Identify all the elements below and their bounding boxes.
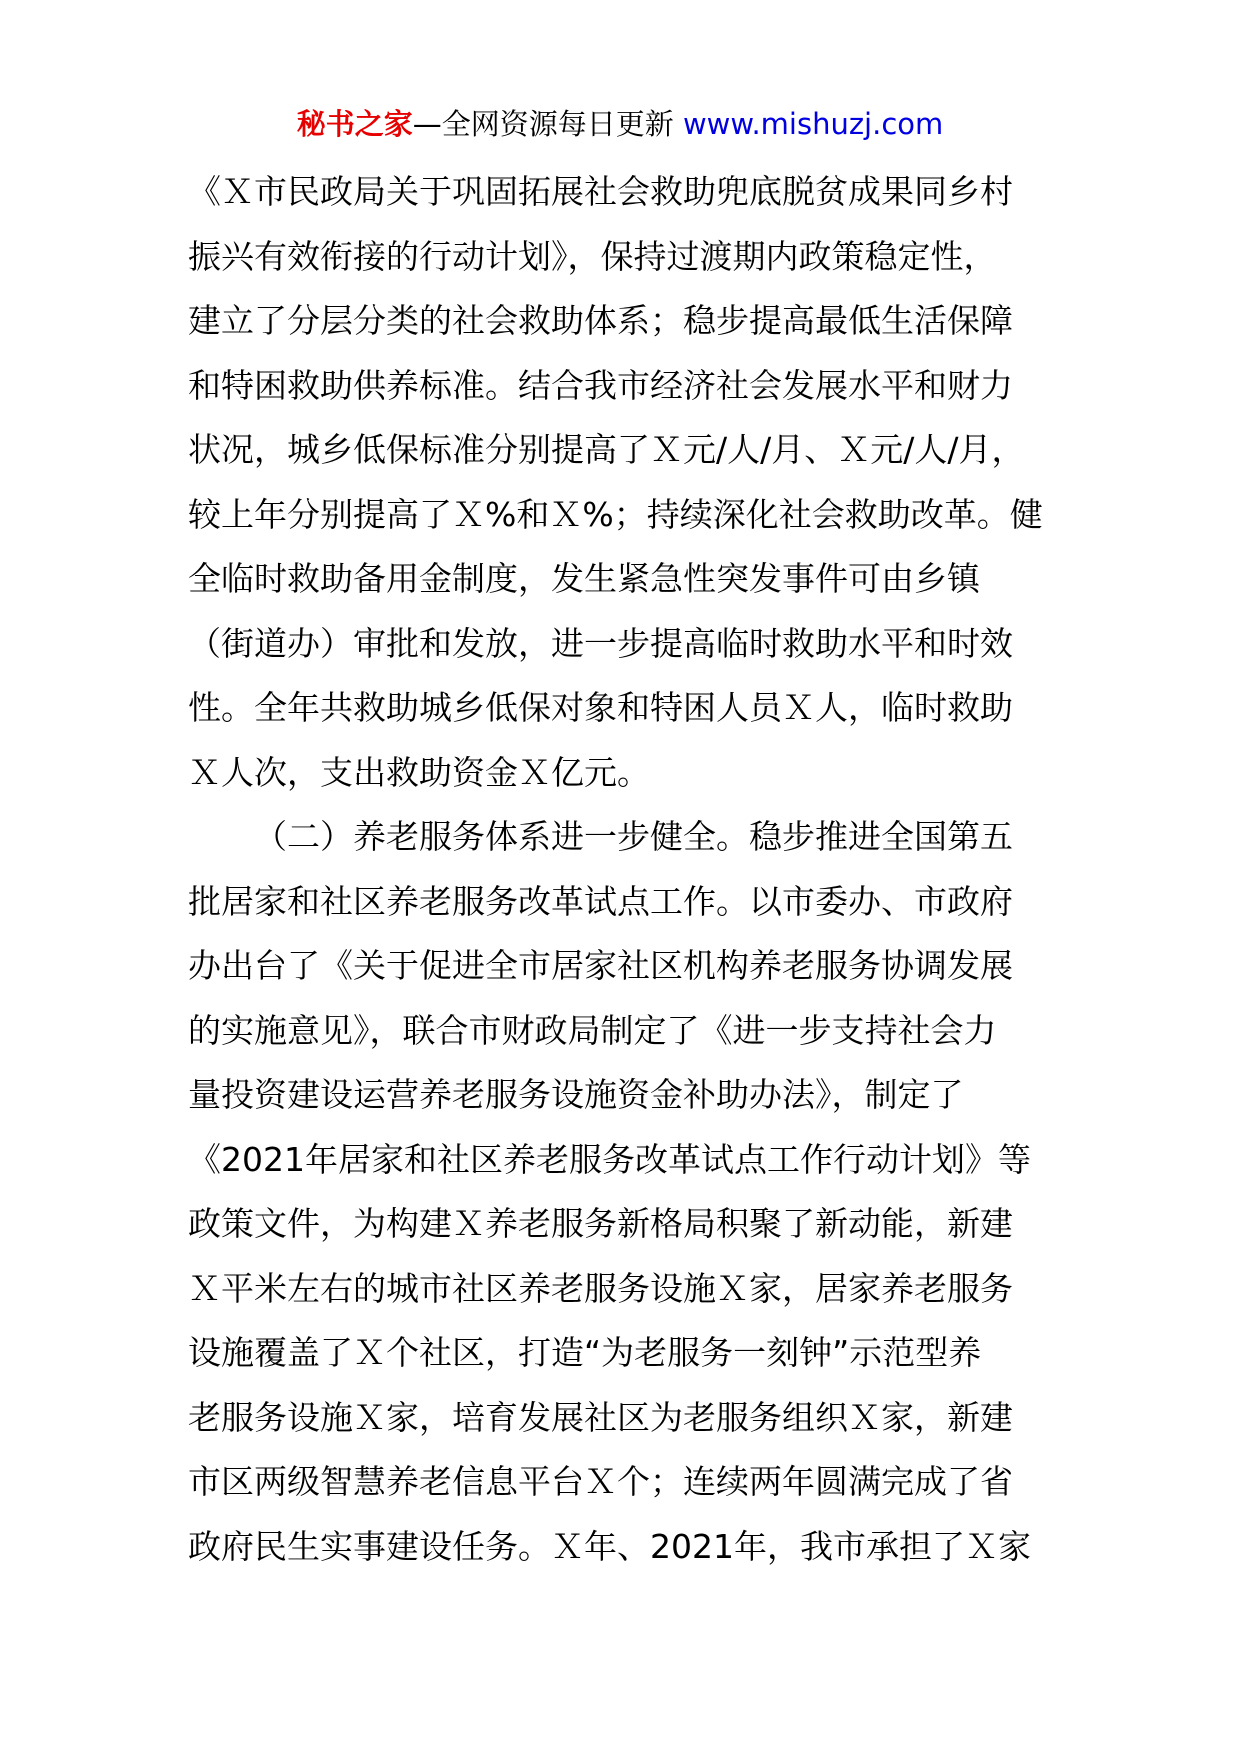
text-line: 状况，城乡低保标准分别提高了Ｘ元/人/月、Ｘ元/人/月， — [188, 430, 1025, 469]
text-line: 设施覆盖了Ｘ个社区，打造“为老服务一刻钟”示范型养 — [188, 1333, 982, 1372]
text-line: 量投资建设运营养老服务设施资金补助办法》，制定了 — [188, 1075, 964, 1114]
section-heading-line: （二）养老服务体系进一步健全。稳步推进全国第五 — [254, 817, 1013, 856]
text-line: 的实施意见》，联合市财政局制定了《进一步支持社会力 — [188, 1010, 997, 1050]
text-line: 老服务设施Ｘ家，培育发展社区为老服务组织Ｘ家，新建 — [188, 1397, 1013, 1437]
text-line: 《Ｘ市民政局关于巩固拓展社会救助兜底脱贫成果同乡村 — [188, 172, 1013, 211]
brand-name: 秘书之家 — [296, 107, 413, 141]
text-line: Ｘ人次，支出救助资金Ｘ亿元。 — [188, 752, 650, 792]
text-line: 较上年分别提高了Ｘ%和Ｘ%；持续深化社会救助改革。健 — [188, 494, 1043, 534]
text-line: 和特困救助供养标准。结合我市经济社会发展水平和财力 — [188, 365, 1013, 405]
text-line: Ｘ平米左右的城市社区养老服务设施Ｘ家，居家养老服务 — [188, 1268, 1013, 1308]
text-line: 市区两级智慧养老信息平台Ｘ个；连续两年圆满完成了省 — [188, 1462, 1013, 1501]
text-line: 全临时救助备用金制度，发生紧急性突发事件可由乡镇 — [188, 559, 980, 598]
header-tagline: —全网资源每日更新 — [412, 107, 674, 141]
document-body — [188, 160, 1068, 1579]
header-url-link[interactable]: www.mishuzj.com — [682, 107, 944, 141]
text-line: 建立了分层分类的社会救助体系；稳步提高最低生活保障 — [188, 301, 1013, 340]
site-header — [0, 104, 1240, 144]
text-line: 政策文件，为构建Ｘ养老服务新格局积聚了新动能，新建 — [188, 1204, 1013, 1243]
text-line: （街道办）审批和发放，进一步提高临时救助水平和时效 — [188, 623, 1013, 663]
text-line: 振兴有效衔接的行动计划》，保持过渡期内政策稳定性， — [188, 236, 997, 276]
text-line: 办出台了《关于促进全市居家社区机构养老服务协调发展 — [188, 946, 1013, 985]
text-line: 《2021年居家和社区养老服务改革试点工作行动计划》等 — [188, 1139, 1031, 1179]
text-line: 政府民生实事建设任务。Ｘ年、2021年，我市承担了Ｘ家 — [188, 1526, 1031, 1566]
text-line: 批居家和社区养老服务改革试点工作。以市委办、市政府 — [188, 881, 1013, 921]
text-line: 性。全年共救助城乡低保对象和特困人员Ｘ人，临时救助 — [188, 688, 1013, 727]
